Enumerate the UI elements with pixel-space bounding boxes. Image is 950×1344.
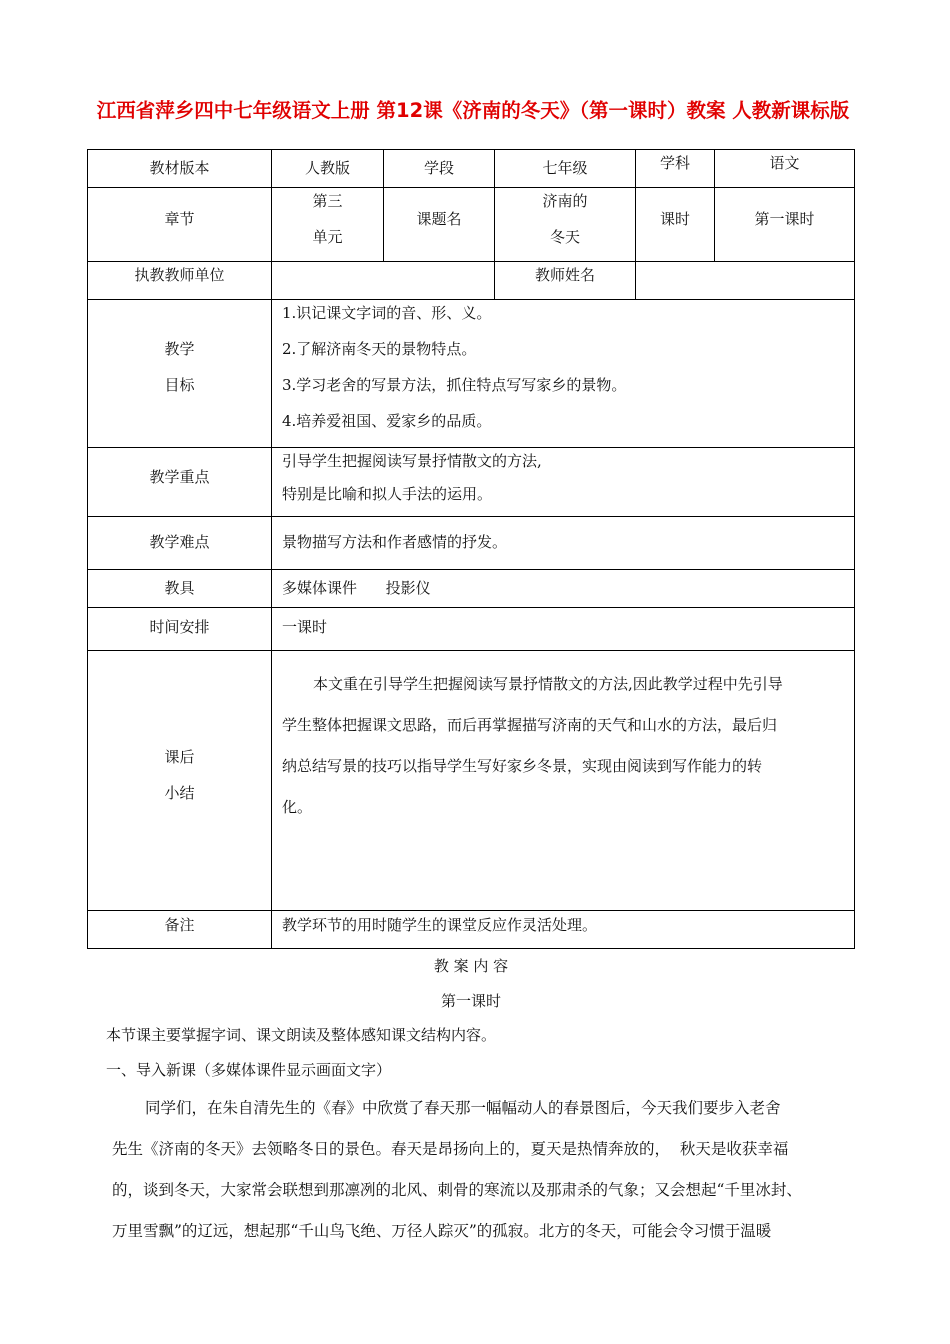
section-heading: 教 案 内 容 (433, 957, 509, 975)
focus-label: 教学重点 (149, 468, 210, 486)
table-rule (87, 910, 855, 911)
lesson-title-value-line2: 冬天 (549, 228, 580, 246)
focus-text-line2: 特别是比喻和拟人手法的运用。 (282, 485, 493, 503)
chapter-label: 章节 (164, 210, 195, 228)
chapter-value-line2: 单元 (312, 228, 343, 246)
time-label: 时间安排 (149, 618, 210, 636)
difficulty-text: 景物描写方法和作者感情的抒发。 (282, 533, 508, 551)
table-col-divider (271, 149, 272, 949)
goal-item: 3.学习老舍的写景方法，抓住特点写写家乡的景物。 (282, 376, 627, 394)
summary-line: 化。 (282, 798, 313, 816)
time-text: 一课时 (282, 618, 328, 636)
summary-line: 纳总结写景的技巧以指导学生写好家乡冬景，实现由阅读到写作能力的转 (282, 757, 763, 775)
notes-text: 教学环节的用时随学生的课堂反应作灵活处理。 (282, 916, 598, 934)
summary-line: 本文重在引导学生把握阅读写景抒情散文的方法,因此教学过程中先引导 (313, 675, 783, 693)
document-title: 江西省萍乡四中七年级语文上册 第12课《济南的冬天》（第一课时）教案 人教新课标版 (96, 99, 850, 122)
summary-label-line1: 课后 (164, 748, 195, 766)
lesson-title-label: 课题名 (416, 210, 462, 228)
section-subheading: 第一课时 (440, 992, 501, 1010)
grade-stage-value: 七年级 (542, 159, 588, 177)
body-paragraph-line: 同学们，在朱自清先生的《春》中欣赏了春天那一幅幅动人的春景图后，今天我们要步入老舍 (145, 1099, 781, 1117)
body-paragraph-line: 先生《济南的冬天》去领略冬日的景色。春天是昂扬向上的，夏天是热情奔放的， 秋天是收获幸福 (112, 1140, 789, 1158)
table-rule (87, 607, 855, 608)
textbook-version-value: 人教版 (304, 159, 350, 177)
lesson-title-value-line1: 济南的 (542, 192, 588, 210)
body-paragraph-line: 的，谈到冬天，大家常会联想到那凛冽的北风、刺骨的寒流以及那肃杀的气象；又会想起“千里冰封、 (112, 1181, 802, 1199)
tools-label: 教具 (164, 579, 195, 597)
table-border-bottom (87, 948, 855, 949)
grade-stage-label: 学段 (423, 159, 454, 177)
textbook-version-label: 教材版本 (149, 159, 210, 177)
goal-item: 1.识记课文字词的音、形、义。 (282, 304, 492, 322)
table-rule (87, 299, 855, 300)
tools-text: 多媒体课件 投影仪 (282, 579, 431, 597)
focus-text-line1: 引导学生把握阅读写景抒情散文的方法, (282, 452, 542, 470)
table-border-right (854, 149, 855, 949)
table-rule (87, 447, 855, 448)
goal-item: 2.了解济南冬天的景物特点。 (282, 340, 477, 358)
section-one-heading: 一、导入新课（多媒体课件显示画面文字） (106, 1061, 392, 1079)
table-rule (87, 187, 855, 188)
table-rule (87, 650, 855, 651)
table-rule (87, 516, 855, 517)
subject-label: 学科 (659, 154, 690, 172)
difficulty-label: 教学难点 (149, 533, 210, 551)
intro-text: 本节课主要掌握字词、课文朗读及整体感知课文结构内容。 (106, 1026, 497, 1044)
teacher-name-label: 教师姓名 (534, 266, 595, 284)
period-value: 第一课时 (754, 210, 815, 228)
goals-label-line1: 教学 (164, 340, 195, 358)
body-paragraph-line: 万里雪飘”的辽远，想起那“千山鸟飞绝、万径人踪灭”的孤寂。北方的冬天，可能会令习惯于温暖 (112, 1222, 772, 1240)
goal-item: 4.培养爱祖国、爱家乡的品质。 (282, 412, 492, 430)
subject-value: 语文 (769, 154, 800, 172)
summary-line: 学生整体把握课文思路，而后再掌握描写济南的天气和山水的方法，最后归 (282, 716, 778, 734)
period-label: 课时 (659, 210, 690, 228)
table-rule (87, 569, 855, 570)
summary-label-line2: 小结 (164, 784, 195, 802)
table-border-top (87, 149, 855, 150)
chapter-value-line1: 第三 (312, 192, 343, 210)
notes-label: 备注 (164, 916, 195, 934)
goals-label-line2: 目标 (164, 376, 195, 394)
table-rule (87, 261, 855, 262)
teacher-unit-label: 执教教师单位 (134, 266, 225, 284)
